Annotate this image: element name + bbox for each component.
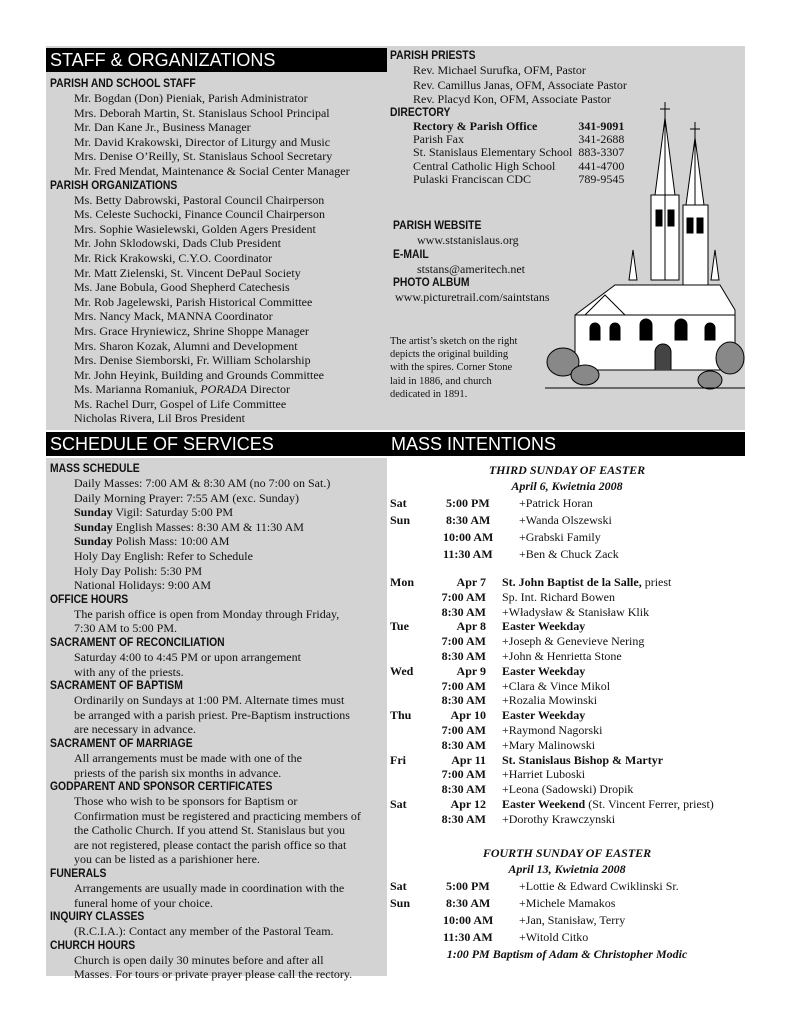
mass-intention: +Raymond Nagorski	[502, 722, 603, 737]
text-line: Ms. Betty Dabrowski, Pastoral Council Chairperson	[74, 192, 325, 207]
staff-title-bar	[46, 48, 387, 72]
intention-day: Sat	[390, 878, 407, 893]
text-line: the Catholic Church. If you attend St. Stanislaus but you	[74, 823, 345, 838]
intention-time: 11:30 AM	[443, 547, 493, 561]
mass-intention: +John & Henrietta Stone	[502, 648, 622, 663]
schedule-title-bar	[46, 432, 387, 456]
text-line: Masses. For tours or private prayer please call the rectory.	[74, 967, 353, 982]
organizations-list	[50, 193, 385, 427]
weekday-feast	[502, 753, 663, 768]
text-line: Mr. Fred Mendat, Maintenance & Social Center Manager	[74, 163, 350, 178]
feast-name: Easter Weekend	[502, 796, 586, 811]
week2-date: April 13, Kwietnia 2008	[508, 861, 626, 876]
week1-title: THIRD SUNDAY OF EASTER	[488, 463, 646, 477]
church-sketch-image	[545, 100, 745, 405]
mass-schedule-line	[74, 520, 385, 535]
weekday-name: Sat	[390, 796, 407, 811]
text-line: Saturday 4:00 to 4:45 PM or upon arrangement	[74, 649, 301, 664]
text-line: All arrangements must be made with one of the	[74, 750, 302, 765]
mass-intention: +Mary Malinowski	[502, 737, 596, 752]
weekday-name: Tue	[390, 619, 409, 634]
text-line: Mrs. Nancy Mack, MANNA Coordinator	[74, 309, 273, 324]
text-line: Mr. Rick Krakowski, C.Y.O. Coordinator	[74, 250, 273, 265]
text-line: Church is open daily 30 minutes before and after all	[74, 952, 324, 967]
mass-schedule-line	[74, 491, 385, 506]
mass-intention: +Władysław & Stanisław Klik	[502, 604, 650, 619]
text-line: 7:30 AM to 5:00 PM.	[74, 621, 178, 636]
week1-rows	[390, 495, 744, 563]
text-line: Those who wish to be sponsors for Baptism or	[74, 794, 298, 809]
weekday-name: Mon	[390, 575, 414, 589]
week2-rows	[390, 878, 744, 946]
priests-heading: PARISH PRIESTS	[390, 50, 476, 62]
mass-intention: +Clara & Vince Mikol	[502, 678, 611, 693]
intention-time: 11:30 AM	[443, 929, 493, 944]
intention-name: +Jan, Stanisław, Terry	[519, 912, 626, 927]
organizations-heading: PARISH ORGANIZATIONS	[50, 179, 178, 192]
weekday-date: Apr 9	[456, 663, 486, 678]
directory-name: Central Catholic High School	[413, 158, 556, 173]
week2-title: FOURTH SUNDAY OF EASTER	[482, 845, 652, 860]
baptism-heading: SACRAMENT OF BAPTISM	[50, 680, 183, 693]
text-line: Ms. Celeste Suchocki, Finance Council Chairperson	[74, 207, 325, 222]
feast-name: Easter Weekday	[502, 708, 586, 723]
intentions-section	[390, 462, 744, 963]
mass-time: 7:00 AM	[441, 634, 486, 649]
feast-name: Easter Weekday	[502, 619, 586, 634]
feast-name: St. Stanislaus Bishop & Martyr	[502, 752, 664, 767]
mass-time: 7:00 AM	[441, 678, 486, 693]
intention-name: +Lottie & Edward Cwiklinski Sr.	[519, 878, 679, 893]
intention-row	[390, 878, 744, 895]
album-heading: PHOTO ALBUM	[393, 277, 470, 290]
text-line: with the spires. Corner Stone	[390, 362, 513, 374]
weekday-mass	[390, 738, 744, 753]
directory-phone: 341-9091	[578, 118, 625, 133]
mass-line-text: Daily Masses: 7:00 AM & 8:30 AM (no 7:00 on Sat.)	[74, 476, 331, 490]
weekday-feast	[502, 619, 585, 634]
text-line: Arrangements are usually made in coordination with the	[74, 881, 345, 896]
office-hours-heading: OFFICE HOURS	[50, 593, 129, 606]
staff-title: STAFF & ORGANIZATIONS	[50, 50, 276, 70]
mass-day-label: Sunday	[74, 519, 113, 534]
text-line: Ordinarily on Sundays at 1:00 PM. Alternate times must	[74, 693, 345, 708]
weekday-rows	[390, 575, 744, 827]
weekday-feast	[502, 708, 585, 723]
mass-day-label: Sunday	[74, 505, 113, 520]
email-heading: E-MAIL	[393, 248, 429, 261]
intention-name: +Michele Mamakos	[519, 895, 616, 910]
directory-phone: 441-4700	[578, 158, 625, 173]
baptism-lines	[50, 693, 385, 737]
mass-schedule-line	[74, 549, 385, 564]
caption-lines	[390, 335, 550, 401]
godparent-heading: GODPARENT AND SPONSOR CERTIFICATES	[50, 781, 273, 794]
mass-time: 8:30 AM	[441, 782, 486, 797]
mass-day-label: Sunday	[74, 534, 113, 549]
intention-row	[390, 495, 744, 512]
mass-line-text: Holy Day Polish: 5:30 PM	[74, 563, 203, 578]
reconciliation-heading: SACRAMENT OF RECONCILIATION	[50, 636, 225, 649]
mass-time: 8:30 AM	[441, 648, 486, 663]
text-line: Mr. Dan Kane Jr., Business Manager	[74, 120, 251, 135]
text-line: Mrs. Grace Hryniewicz, Shrine Shoppe Manager	[74, 323, 309, 338]
intention-time: 8:30 AM	[446, 513, 491, 527]
mass-time: 7:00 AM	[441, 589, 486, 604]
mass-schedule-lines	[50, 476, 385, 593]
weekday-name: Fri	[390, 752, 406, 767]
inquiry-heading: INQUIRY CLASSES	[50, 911, 145, 924]
intention-row	[390, 895, 744, 912]
intention-name: +Ben & Chuck Zack	[519, 547, 619, 561]
intention-name: +Patrick Horan	[519, 496, 593, 510]
text-line: Mr. Rob Jagelewski, Parish Historical Committee	[74, 294, 313, 309]
intention-name: +Grabski Family	[519, 530, 601, 544]
weekday-date: Apr 11	[451, 752, 486, 767]
weekday-header	[390, 619, 744, 634]
directory-phone: 341-2688	[578, 132, 625, 147]
mass-intention: +Rozalia Mowinski	[502, 693, 598, 708]
mass-intention: +Harriet Luboski	[502, 767, 586, 782]
mass-line-text: National Holidays: 9:00 AM	[74, 578, 211, 593]
funerals-heading: FUNERALS	[50, 868, 107, 881]
marriage-heading: SACRAMENT OF MARRIAGE	[50, 737, 193, 750]
mass-line-text: Vigil: Saturday 5:00 PM	[112, 505, 234, 520]
intention-day: Sat	[390, 496, 407, 510]
week2-footer: 1:00 PM Baptism of Adam & Christopher Modic	[446, 946, 688, 961]
mass-time: 8:30 AM	[441, 693, 486, 708]
intention-time: 8:30 AM	[446, 895, 491, 910]
inquiry-lines	[50, 924, 385, 939]
text-line: Mrs. Deborah Martin, St. Stanislaus School Principal	[74, 105, 330, 120]
text-line: Rev. Michael Surufka, OFM, Pastor	[413, 63, 586, 77]
intention-row	[390, 529, 744, 546]
intention-day: Sun	[390, 895, 411, 910]
mass-line-text: Polish Mass: 10:00 AM	[112, 534, 230, 549]
godparent-lines	[50, 794, 385, 867]
text-line: laid in 1886, and church	[390, 375, 492, 387]
weekday-mass	[390, 812, 744, 827]
weekday-header	[390, 664, 744, 679]
text-line: Mr. David Krakowski, Director of Liturgy and Music	[74, 134, 331, 149]
text-line: Mr. Matt Zielenski, St. Vincent DePaul Society	[74, 265, 301, 280]
feast-name: Easter Weekday	[502, 663, 586, 678]
intention-row	[390, 512, 744, 529]
weekday-date: Apr 10	[450, 708, 486, 723]
schedule-section	[50, 462, 385, 982]
church-hours-lines	[50, 953, 385, 982]
mass-line-text: Holy Day English: Refer to Schedule	[74, 548, 253, 563]
intention-time: 10:00 AM	[443, 530, 494, 544]
text-line: Ms. Marianna Romaniuk, PORADA Director	[74, 382, 290, 397]
mass-schedule-heading: MASS SCHEDULE	[50, 463, 140, 475]
text-line: with any of the priests.	[74, 664, 184, 679]
weekday-mass	[390, 634, 744, 649]
mass-intention: +Dorothy Krawczynski	[502, 811, 616, 826]
mass-schedule-line	[74, 534, 385, 549]
intention-time: 10:00 AM	[443, 912, 494, 927]
mass-time: 8:30 AM	[441, 811, 486, 826]
mass-intention: Sp. Int. Richard Bowen	[502, 589, 615, 604]
marriage-lines	[50, 751, 385, 780]
text-line: be arranged with a parish priest. Pre-Baptism instructions	[74, 707, 350, 722]
album-link[interactable]: www.picturetrail.com/saintstans	[395, 290, 550, 305]
office-hours-lines	[50, 607, 385, 636]
text-line: Ms. Rachel Durr, Gospel of Life Committee	[74, 396, 287, 411]
text-line: Ms. Jane Bobula, Good Shepherd Catechesis	[74, 280, 290, 295]
weekday-header	[390, 797, 744, 812]
text-line: Mrs. Sharon Kozak, Alumni and Development	[74, 338, 298, 353]
intentions-title: MASS INTENTIONS	[391, 434, 557, 454]
mass-schedule-line	[74, 578, 385, 593]
mass-schedule-line	[74, 476, 385, 491]
mass-time: 7:00 AM	[441, 767, 486, 782]
mass-intention: +Joseph & Genevieve Nering	[502, 634, 645, 649]
weekday-header	[390, 575, 744, 590]
mass-time: 8:30 AM	[441, 604, 486, 619]
school-staff-heading: PARISH AND SCHOOL STAFF	[50, 78, 196, 90]
feast-extra: priest	[641, 575, 672, 589]
directory-heading: DIRECTORY	[390, 106, 451, 119]
funerals-lines	[50, 881, 385, 910]
intention-name: +Witold Citko	[519, 929, 589, 944]
text-line: funeral home of your choice.	[74, 895, 213, 910]
directory-name: Pulaski Franciscan CDC	[413, 171, 531, 186]
website-link[interactable]: www.ststanislaus.org	[417, 233, 519, 247]
text-line: Confirmation must be registered and practicing members of	[74, 808, 361, 823]
weekday-date: Apr 12	[450, 796, 486, 811]
weekday-header	[390, 753, 744, 768]
weekday-feast	[502, 575, 671, 590]
text-line: The parish office is open from Monday through Friday,	[74, 606, 340, 621]
text-line: are necessary in advance.	[74, 722, 196, 737]
directory-phone: 789-9545	[578, 171, 625, 186]
intention-name: +Wanda Olszewski	[519, 513, 612, 527]
website-heading: PARISH WEBSITE	[393, 220, 482, 232]
weekday-header	[390, 708, 744, 723]
mass-time: 8:30 AM	[441, 737, 486, 752]
text-line: are not registered, please contact the parish office so that	[74, 837, 347, 852]
mass-line-text: English Masses: 8:30 AM & 11:30 AM	[112, 519, 304, 534]
mass-time: 7:00 AM	[441, 722, 486, 737]
church-hours-heading: CHURCH HOURS	[50, 939, 136, 952]
directory-name: Parish Fax	[413, 132, 464, 147]
reconciliation-lines	[50, 650, 385, 679]
weekday-mass	[390, 693, 744, 708]
text-line: Mrs. Sophie Wasielewski, Golden Agers President	[74, 221, 316, 236]
text-line: depicts the original building	[390, 349, 509, 361]
text-line: (R.C.I.A.): Contact any member of the Pastoral Team.	[74, 924, 334, 939]
intention-row	[390, 546, 744, 563]
mass-intention: +Leona (Sadowski) Dropik	[502, 782, 634, 797]
weekday-mass	[390, 767, 744, 782]
mass-line-text: Daily Morning Prayer: 7:55 AM (exc. Sunday)	[74, 490, 299, 505]
sketch-caption	[390, 335, 550, 401]
intention-row	[390, 929, 744, 946]
intention-time: 5:00 PM	[446, 496, 490, 510]
mass-schedule-line	[74, 564, 385, 579]
weekday-feast	[502, 664, 585, 679]
weekday-mass	[390, 649, 744, 664]
weekday-name: Wed	[390, 663, 414, 678]
feast-extra: (St. Vincent Ferrer, priest)	[585, 796, 714, 811]
weekday-mass	[390, 782, 744, 797]
feast-name: St. John Baptist de la Salle,	[502, 575, 642, 589]
directory-name: Rectory & Parish Office	[413, 118, 538, 133]
text-line: Mr. John Heyink, Building and Grounds Committee	[74, 367, 324, 382]
intention-row	[390, 912, 744, 929]
intentions-title-bar	[387, 432, 745, 456]
weekday-mass	[390, 723, 744, 738]
weekday-mass	[390, 605, 744, 620]
text-line: Rev. Camillus Janas, OFM, Associate Pastor	[413, 77, 627, 92]
weekday-date: Apr 8	[456, 619, 486, 634]
email-link[interactable]: ststans@ameritech.net	[417, 261, 526, 276]
text-line: Mr. John Sklodowski, Dads Club President	[74, 236, 282, 251]
weekday-name: Thu	[390, 708, 412, 723]
text-line: Mr. Bogdan (Don) Pieniak, Parish Administrator	[74, 91, 308, 105]
intention-time: 5:00 PM	[446, 878, 490, 893]
text-line: Rev. Placyd Kon, OFM, Associate Pastor	[413, 92, 611, 107]
directory-name: St. Stanislaus Elementary School	[413, 145, 573, 160]
text-line: The artist’s sketch on the right	[390, 336, 518, 347]
weekday-date: Apr 7	[456, 575, 486, 589]
school-staff-list	[50, 91, 385, 179]
directory-phone: 883-3307	[578, 145, 625, 160]
text-line: priests of the parish six months in advance.	[74, 765, 282, 780]
weekday-mass	[390, 679, 744, 694]
staff-section	[50, 77, 385, 426]
text-line: Mrs. Denise O’Reilly, St. Stanislaus School Secretary	[74, 149, 333, 164]
text-line: Mrs. Denise Siemborski, Fr. William Scholarship	[74, 353, 311, 368]
weekday-mass	[390, 590, 744, 605]
intention-day: Sun	[390, 513, 411, 527]
week1-date: April 6, Kwietnia 2008	[511, 479, 623, 493]
weekday-feast	[502, 797, 714, 812]
text-line: dedicated in 1891.	[390, 388, 468, 400]
schedule-title: SCHEDULE OF SERVICES	[50, 434, 274, 454]
text-line: you can be listed as a parishioner here.	[74, 852, 260, 867]
mass-schedule-line	[74, 505, 385, 520]
text-line: Nicholas Rivera, Lil Bros President	[74, 411, 245, 426]
